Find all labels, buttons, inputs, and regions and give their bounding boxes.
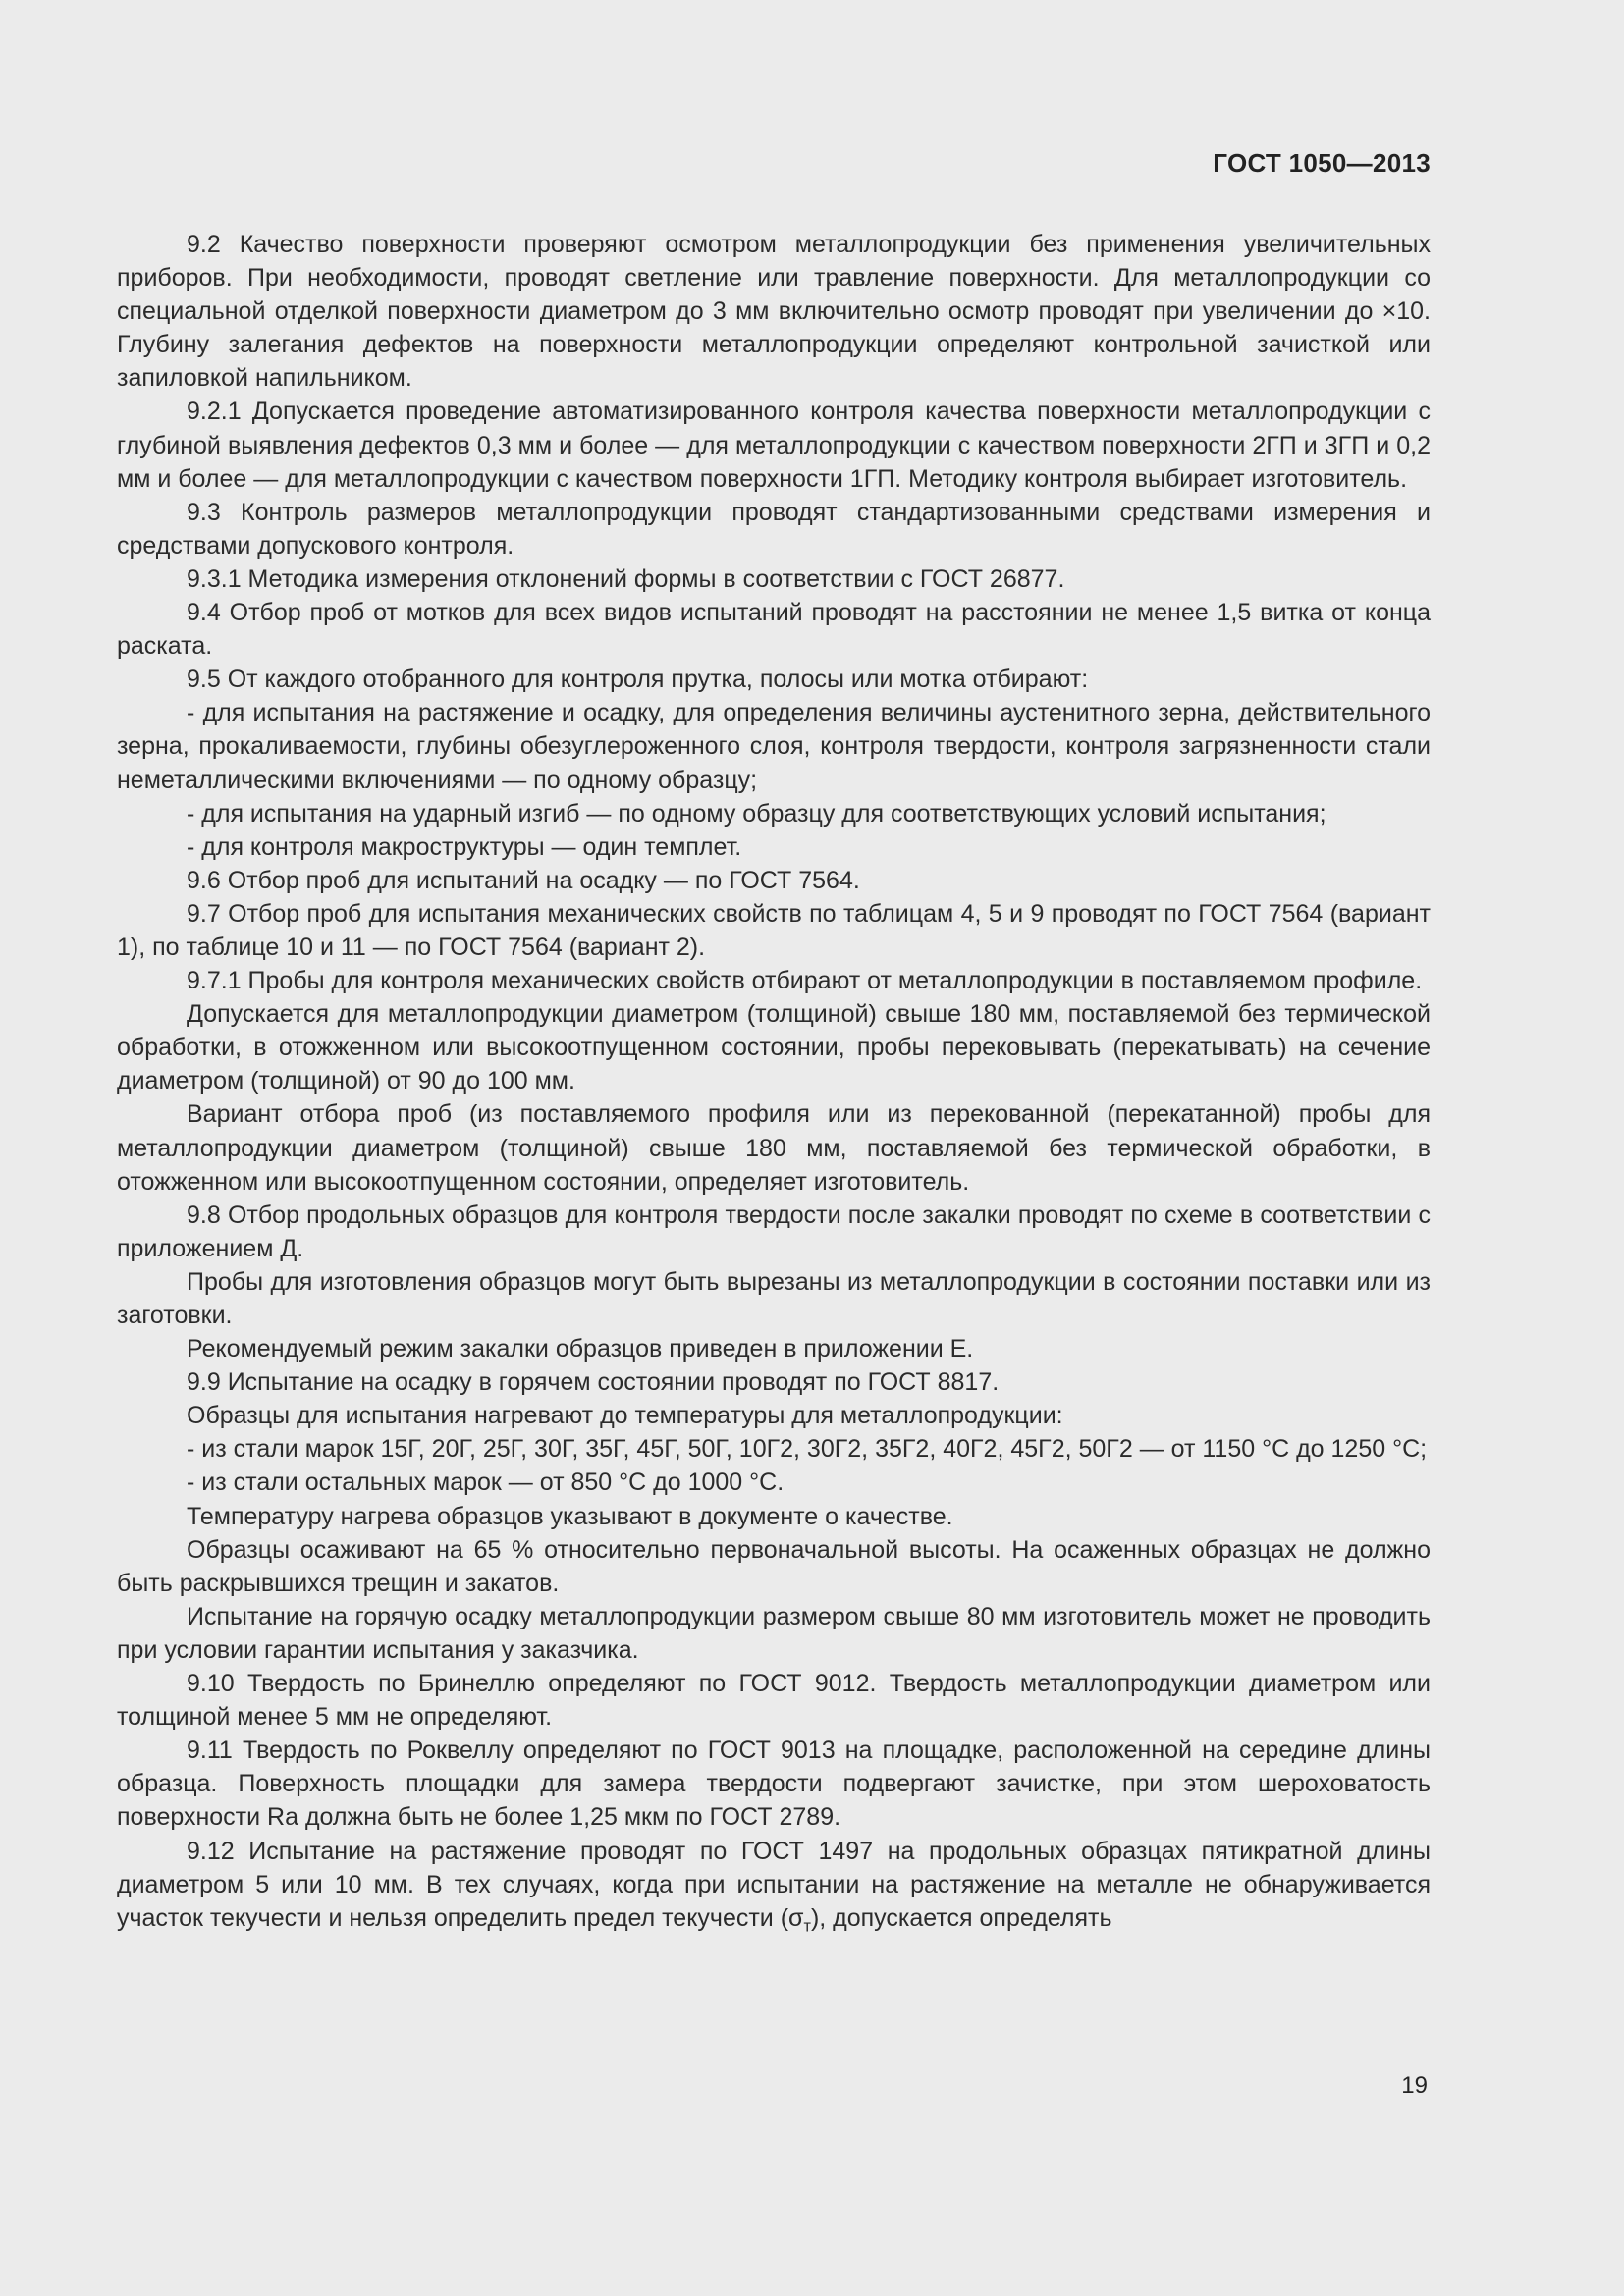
paragraph-9-7: 9.7 Отбор проб для испытания механических свойств по таблицам 4, 5 и 9 проводят по ГОСТ 7564 (вариант 1), по таблице 10 и 11 — по ГОСТ 7564 (вариант 2).	[117, 899, 1431, 961]
paragraph-9-2-1: 9.2.1 Допускается проведение автоматизированного контроля качества поверхности металлопродукции с глубиной выявления дефектов 0,3 мм и более — для металлопродукции с качеством поверхности 2ГП и 3ГП и 0,2 мм и более — для металлопродукции с качеством поверхности 1ГП. Методику контроля выбирает изготовитель.	[117, 398, 1431, 493]
paragraph-9-12-text: 9.12 Испытание на растяжение проводят по ГОСТ 1497 на продольных образцах пятикратной длины диаметром 5 или 10 мм. В тех случаях, когда при испытании на растяжение на металле не обнаруживается участок текучести и нельзя определить предел текучести (σ	[117, 1837, 1431, 1932]
paragraph-9-5: 9.5 От каждого отобранного для контроля прутка, полосы или мотка отбирают:	[187, 666, 1089, 694]
list-item-impact-test: - для испытания на ударный изгиб — по одному образцу для соответствующих условий испытания;	[187, 799, 1326, 828]
paragraph-9-2: 9.2 Качество поверхности проверяют осмотром металлопродукции без применения увеличительных приборов. При необходимости, проводят светление или травление поверхности. Для металлопродукции со специальной отделкой поверхности диаметром до 3 мм включительно осмотр проводят при увеличении до ×10. Глубину залегания дефектов на поверхности металлопродукции определяют контрольной зачисткой или запиловкой напильником.	[117, 231, 1431, 393]
paragraph-quenching-mode: Рекомендуемый режим закалки образцов приведен в приложении Е.	[187, 1335, 974, 1363]
list-item-other-grades-temp: - из стали остальных марок — от 850 °С до 1000 °С.	[187, 1468, 785, 1497]
page-number: 19	[1401, 2072, 1428, 2099]
paragraph-9-3-1: 9.3.1 Методика измерения отклонений формы в соответствии с ГОСТ 26877.	[187, 564, 1065, 593]
paragraph-9-12	[117, 1835, 1431, 1935]
paragraph-9-3: 9.3 Контроль размеров металлопродукции проводят стандартизованными средствами измерения и средствами допускового контроля.	[117, 498, 1431, 560]
paragraph-9-12-tail: ), допускается определять	[810, 1903, 1112, 1932]
paragraph-9-4: 9.4 Отбор проб от мотков для всех видов испытаний проводят на расстоянии не менее 1,5 витка от конца раската.	[117, 599, 1431, 661]
paragraph-9-8: 9.8 Отбор продольных образцов для контроля твердости после закалки проводят по схеме в соответствии с приложением Д.	[117, 1201, 1431, 1262]
paragraph-upsetting-65: Образцы осаживают на 65 % относительно первоначальной высоты. На осаженных образцах не должно быть раскрывшихся трещин и закатов.	[117, 1535, 1431, 1597]
document-body	[117, 228, 1431, 1935]
paragraph-9-10: 9.10 Твердость по Бринеллю определяют по ГОСТ 9012. Твердость металлопродукции диаметром или толщиной менее 5 мм не определяют.	[117, 1670, 1431, 1732]
paragraph-specimen-source: Пробы для изготовления образцов могут быть вырезаны из металлопродукции в состоянии поставки или из заготовки.	[117, 1267, 1431, 1329]
paragraph-sampling-variant: Вариант отбора проб (из поставляемого профиля или из перекованной (перекатанной) пробы для металлопродукции диаметром (толщиной) свыше 180 мм, поставляемой без термической обработки, в отожженном или высокоотпущенном состоянии, определяет изготовитель.	[117, 1100, 1431, 1196]
paragraph-heating-temperature: Образцы для испытания нагревают до температуры для металлопродукции:	[187, 1402, 1063, 1430]
document-code-header: ГОСТ 1050—2013	[1213, 148, 1431, 178]
paragraph-9-11: 9.11 Твердость по Роквеллу определяют по ГОСТ 9013 на площадке, расположенной на середине длины образца. Поверхность площадки для замера твердости подвергают зачистке, при этом шероховатость поверхности Ra должна быть не более 1,25 мкм по ГОСТ 2789.	[117, 1736, 1431, 1832]
paragraph-heating-in-certificate: Температуру нагрева образцов указывают в документе о качестве.	[187, 1502, 953, 1530]
paragraph-forging-allowed: Допускается для металлопродукции диаметром (толщиной) свыше 180 мм, поставляемой без термической обработки, в отожженном или высокоотпущенном состоянии, пробы перековывать (перекатывать) на сечение диаметром (толщиной) от 90 до 100 мм.	[117, 1000, 1431, 1095]
list-item-macrostructure: - для контроля макроструктуры — один темплет.	[187, 832, 742, 861]
paragraph-hot-upsetting-80mm: Испытание на горячую осадку металлопродукции размером свыше 80 мм изготовитель может не проводить при условии гарантии испытания у заказчика.	[117, 1602, 1431, 1664]
paragraph-9-6: 9.6 Отбор проб для испытаний на осадку — по ГОСТ 7564.	[187, 866, 860, 894]
paragraph-9-9: 9.9 Испытание на осадку в горячем состоянии проводят по ГОСТ 8817.	[187, 1368, 1000, 1397]
list-item-steel-grades-temp: - из стали марок 15Г, 20Г, 25Г, 30Г, 35Г, 45Г, 50Г, 10Г2, 30Г2, 35Г2, 40Г2, 45Г2, 50Г2 — от 1150 °С до 1250 °С;	[187, 1435, 1428, 1464]
yield-strength-subscript: т	[803, 1917, 811, 1936]
paragraph-9-7-1: 9.7.1 Пробы для контроля механических свойств отбирают от металлопродукции в поставляемом профиле.	[187, 967, 1423, 995]
list-item-tension-test: - для испытания на растяжение и осадку, для определения величины аустенитного зерна, действительного зерна, прокаливаемости, глубины обезуглероженного слоя, контроля твердости, контроля загрязненности стали неметаллическими включениями — по одному образцу;	[117, 699, 1431, 794]
